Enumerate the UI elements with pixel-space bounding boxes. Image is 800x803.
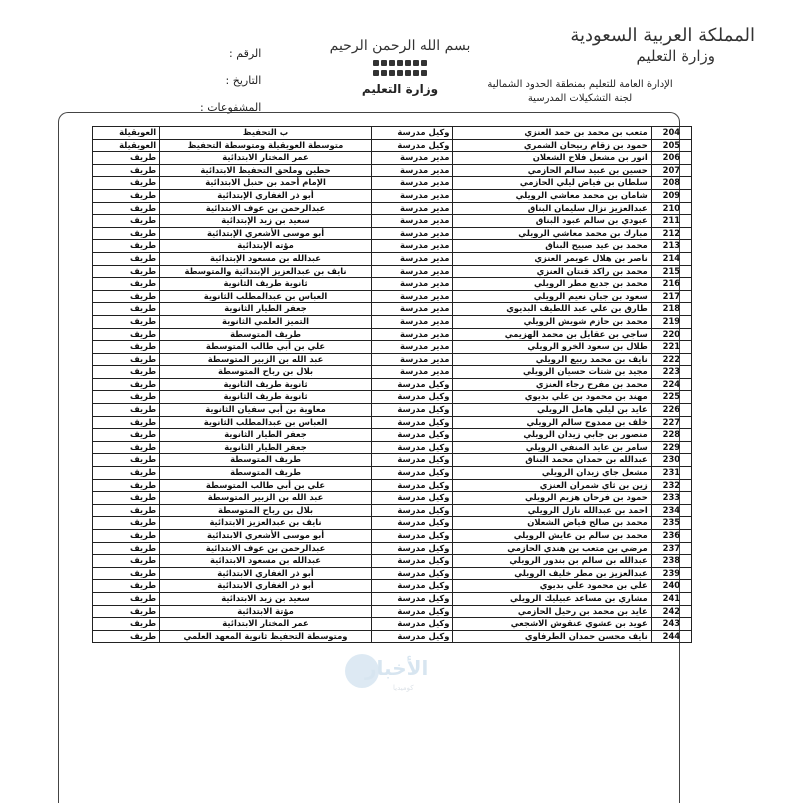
row-number: 215 xyxy=(651,265,691,278)
row-role: وكيل مدرسة xyxy=(371,441,453,454)
row-role: وكيل مدرسة xyxy=(371,139,453,152)
row-school: عبدالله بن مسعود الإبتدائية xyxy=(160,252,372,265)
row-school: سعيد بن زيد الابتدائية xyxy=(160,592,372,605)
row-number: 239 xyxy=(651,567,691,580)
row-role: مدير مدرسة xyxy=(371,290,453,303)
row-school: طريف المتوسطة xyxy=(160,454,372,467)
row-role: وكيل مدرسة xyxy=(371,378,453,391)
row-city: طريف xyxy=(93,366,160,379)
row-number: 229 xyxy=(651,441,691,454)
row-number: 213 xyxy=(651,240,691,253)
row-school: جعفر الطيار الثانوية xyxy=(160,429,372,442)
row-school: ومتوسطة التحفيظ ثانوية المعهد العلمي xyxy=(160,630,372,643)
row-name: انور بن مشعل فلاح الشعلان xyxy=(453,152,651,165)
watermark-logo xyxy=(345,650,435,700)
row-school: بلال بن رباح المتوسطة xyxy=(160,504,372,517)
row-role: وكيل مدرسة xyxy=(371,605,453,618)
row-role: وكيل مدرسة xyxy=(371,454,453,467)
row-city: طريف xyxy=(93,630,160,643)
row-name: محمد بن مفرح رجاء العنزي xyxy=(453,378,651,391)
row-school: متوسطة العويقيلة ومتوسطة التحفيظ xyxy=(160,139,372,152)
row-name: نايف محسن حمدان الطرفاوي xyxy=(453,630,651,643)
table-row xyxy=(93,567,692,580)
staff-table xyxy=(92,126,692,643)
row-school: ثانوية طريف الثانوية xyxy=(160,378,372,391)
row-number: 216 xyxy=(651,278,691,291)
row-city: طريف xyxy=(93,177,160,190)
row-city: طريف xyxy=(93,278,160,291)
row-school: عبد الله بن الزبير المتوسطة xyxy=(160,492,372,505)
row-name: محمد بن سالم بن عايش الرويلي xyxy=(453,530,651,543)
row-name: خلف بن ممدوح سالم الرويلي xyxy=(453,416,651,429)
row-number: 206 xyxy=(651,152,691,165)
row-number: 243 xyxy=(651,618,691,631)
row-city: طريف xyxy=(93,479,160,492)
row-school: جعفر الطيار الثانوية xyxy=(160,441,372,454)
row-role: مدير مدرسة xyxy=(371,278,453,291)
row-number: 237 xyxy=(651,542,691,555)
row-city: طريف xyxy=(93,492,160,505)
row-role: وكيل مدرسة xyxy=(371,592,453,605)
row-role: مدير مدرسة xyxy=(371,265,453,278)
row-name: زين بن ثاي شمران العنزي xyxy=(453,479,651,492)
row-number: 228 xyxy=(651,429,691,442)
row-city: طريف xyxy=(93,454,160,467)
row-role: مدير مدرسة xyxy=(371,227,453,240)
row-number: 222 xyxy=(651,353,691,366)
row-number: 231 xyxy=(651,467,691,480)
row-school: علي بن أبي طالب المتوسطة xyxy=(160,479,372,492)
row-city: طريف xyxy=(93,605,160,618)
table-row xyxy=(93,353,692,366)
row-number: 227 xyxy=(651,416,691,429)
ref-label: الرقم : xyxy=(229,47,262,60)
row-number: 214 xyxy=(651,252,691,265)
row-school: عبدالرحمن بن عوف الابتدائية xyxy=(160,202,372,215)
row-city: طريف xyxy=(93,240,160,253)
row-school: نايف بن عبدالعزيز الإبتدائية والمتوسطة xyxy=(160,265,372,278)
row-number: 236 xyxy=(651,530,691,543)
row-name: عبودي بن سالم عبود البناق xyxy=(453,215,651,228)
table-row xyxy=(93,202,692,215)
row-name: محمد بن راكد قنتان العنزي xyxy=(453,265,651,278)
row-name: عبدالعزيز بن مطر خليف الرويلي xyxy=(453,567,651,580)
row-school: طريف المتوسطة xyxy=(160,467,372,480)
row-school: العباس بن عبدالمطلب الثانوية xyxy=(160,290,372,303)
row-name: عايد بن ليلي هامل الرويلي xyxy=(453,404,651,417)
ministry-logo-icon xyxy=(370,60,430,78)
letterhead-right xyxy=(455,25,755,65)
row-number: 241 xyxy=(651,592,691,605)
row-city: طريف xyxy=(93,378,160,391)
row-city: طريف xyxy=(93,202,160,215)
row-city: طريف xyxy=(93,429,160,442)
row-role: وكيل مدرسة xyxy=(371,542,453,555)
row-school: مؤته الإبتدائية xyxy=(160,240,372,253)
department-line-2: لجنة التشكيلات المدرسية xyxy=(527,93,633,104)
row-number: 204 xyxy=(651,127,691,140)
row-role: مدير مدرسة xyxy=(371,164,453,177)
row-name: حمود بن زقام ربيحان الشمري xyxy=(453,139,651,152)
table-row xyxy=(93,391,692,404)
kingdom-title: المملكة العربية السعودية xyxy=(570,25,755,46)
row-number: 224 xyxy=(651,378,691,391)
row-role: وكيل مدرسة xyxy=(371,504,453,517)
row-name: عويد بن عشوي عنقوش الاشجعي xyxy=(453,618,651,631)
staff-table-body xyxy=(93,127,692,643)
row-number: 240 xyxy=(651,580,691,593)
row-role: وكيل مدرسة xyxy=(371,580,453,593)
row-name: منصور بن جابي زيدان الرويلي xyxy=(453,429,651,442)
row-name: متعب بن محمد بن حمد العنزي xyxy=(453,127,651,140)
row-number: 225 xyxy=(651,391,691,404)
row-role: وكيل مدرسة xyxy=(371,492,453,505)
row-school: عمر المختار الابتدائية xyxy=(160,618,372,631)
row-name: مشاري بن مساعد عبيليك الرويلي xyxy=(453,592,651,605)
row-school: الإمام أحمد بن حنبل الابتدائية xyxy=(160,177,372,190)
row-city: طريف xyxy=(93,328,160,341)
row-number: 207 xyxy=(651,164,691,177)
letterhead-center xyxy=(320,38,480,96)
row-school: أبو ذر الغفاري الابتدائية xyxy=(160,567,372,580)
department-block xyxy=(470,78,690,106)
table-row xyxy=(93,139,692,152)
row-role: مدير مدرسة xyxy=(371,215,453,228)
row-number: 242 xyxy=(651,605,691,618)
table-row xyxy=(93,227,692,240)
row-school: جعفر الطيار الثانوية xyxy=(160,303,372,316)
row-name: حسين بن عبيد سالم الحازمي xyxy=(453,164,651,177)
row-city: طريف xyxy=(93,530,160,543)
row-number: 218 xyxy=(651,303,691,316)
row-city: طريف xyxy=(93,303,160,316)
row-name: مشعل جاي زيدان الرويلي xyxy=(453,467,651,480)
row-name: عايد بن محمد بن رحيل الحازمي xyxy=(453,605,651,618)
row-city: طريف xyxy=(93,391,160,404)
row-school: ثانوية طريف الثانوية xyxy=(160,278,372,291)
table-row xyxy=(93,278,692,291)
row-role: وكيل مدرسة xyxy=(371,467,453,480)
row-number: 223 xyxy=(651,366,691,379)
table-row xyxy=(93,252,692,265)
table-row xyxy=(93,555,692,568)
table-row xyxy=(93,315,692,328)
row-name: احمد بن عبدالله نازل الرويلي xyxy=(453,504,651,517)
row-name: شامان بن محمد معاشي الرويلي xyxy=(453,189,651,202)
row-city: طريف xyxy=(93,441,160,454)
row-city: طريف xyxy=(93,341,160,354)
attachments-label: المشفوعات : xyxy=(200,101,262,114)
row-number: 221 xyxy=(651,341,691,354)
table-row xyxy=(93,441,692,454)
row-school: سعيد بن زيد الإبتدائية xyxy=(160,215,372,228)
row-city: طريف xyxy=(93,542,160,555)
row-name: سعود بن جبان نعيم الرويلي xyxy=(453,290,651,303)
table-row xyxy=(93,366,692,379)
table-row xyxy=(93,530,692,543)
row-number: 211 xyxy=(651,215,691,228)
row-role: مدير مدرسة xyxy=(371,353,453,366)
row-role: مدير مدرسة xyxy=(371,341,453,354)
row-school: عبدالله بن مسعود الابتدائية xyxy=(160,555,372,568)
watermark-subtext: كوميديا xyxy=(393,684,414,692)
table-row xyxy=(93,416,692,429)
table-row xyxy=(93,605,692,618)
table-row xyxy=(93,429,692,442)
row-city: طريف xyxy=(93,517,160,530)
table-row xyxy=(93,517,692,530)
row-school: عبدالرحمن بن عوف الابتدائية xyxy=(160,542,372,555)
row-name: طارق بن علي عبد اللطيف البديوي xyxy=(453,303,651,316)
row-name: محمد بن صالح فياض الشعلان xyxy=(453,517,651,530)
row-name: مهند بن محمود بن علي بديوي xyxy=(453,391,651,404)
row-school: ثانوية طريف الثانوية xyxy=(160,391,372,404)
row-name: مرضي بن متعب بن هندي الحازمي xyxy=(453,542,651,555)
row-role: مدير مدرسة xyxy=(371,240,453,253)
table-row xyxy=(93,618,692,631)
row-city: طريف xyxy=(93,567,160,580)
row-name: محمد بن جديع مطر الرويلي xyxy=(453,278,651,291)
row-name: مبارك بن محمد معاشي الرويلي xyxy=(453,227,651,240)
row-city: طريف xyxy=(93,152,160,165)
row-name: سلطان بن فياض ليلي الحازمي xyxy=(453,177,651,190)
row-school: أبو موسى الأشعري الإبتدائية xyxy=(160,227,372,240)
row-number: 230 xyxy=(651,454,691,467)
letterhead-left xyxy=(200,40,261,121)
table-row xyxy=(93,215,692,228)
row-role: وكيل مدرسة xyxy=(371,416,453,429)
table-row xyxy=(93,290,692,303)
row-name: ساجي بن عقايل بن محمد الهزيمي xyxy=(453,328,651,341)
table-row xyxy=(93,303,692,316)
table-row xyxy=(93,127,692,140)
row-city: طريف xyxy=(93,580,160,593)
row-city: طريف xyxy=(93,290,160,303)
row-name: محمد بن عيد صبيح البناق xyxy=(453,240,651,253)
row-number: 238 xyxy=(651,555,691,568)
row-number: 217 xyxy=(651,290,691,303)
row-role: وكيل مدرسة xyxy=(371,567,453,580)
row-role: مدير مدرسة xyxy=(371,303,453,316)
table-row xyxy=(93,580,692,593)
row-city: طريف xyxy=(93,164,160,177)
row-role: وكيل مدرسة xyxy=(371,429,453,442)
table-row xyxy=(93,479,692,492)
table-row xyxy=(93,378,692,391)
row-city: طريف xyxy=(93,404,160,417)
row-city: طريف xyxy=(93,227,160,240)
row-number: 232 xyxy=(651,479,691,492)
row-role: وكيل مدرسة xyxy=(371,127,453,140)
row-city: طريف xyxy=(93,189,160,202)
row-school: مؤتة الابتدائية xyxy=(160,605,372,618)
row-name: عبدالعزيز نزال سليمان البناق xyxy=(453,202,651,215)
row-name: ناصر بن هلال عويمر العنزي xyxy=(453,252,651,265)
row-role: مدير مدرسة xyxy=(371,152,453,165)
row-city: طريف xyxy=(93,555,160,568)
row-role: مدير مدرسة xyxy=(371,189,453,202)
row-city: طريف xyxy=(93,315,160,328)
table-row xyxy=(93,265,692,278)
row-school: أبو ذر الغفاري الابتدائية xyxy=(160,580,372,593)
table-row xyxy=(93,152,692,165)
row-school: عبد الله بن الزبير المتوسطة xyxy=(160,353,372,366)
table-row xyxy=(93,492,692,505)
row-school: ب التحفيظ xyxy=(160,127,372,140)
row-name: نايف بن محمد ربيع الرويلي xyxy=(453,353,651,366)
row-school: علي بن أبي طالب المتوسطة xyxy=(160,341,372,354)
table-row xyxy=(93,630,692,643)
row-role: مدير مدرسة xyxy=(371,177,453,190)
row-role: وكيل مدرسة xyxy=(371,555,453,568)
watermark-text: الأخبار xyxy=(365,656,429,680)
row-role: مدير مدرسة xyxy=(371,252,453,265)
row-city: طريف xyxy=(93,504,160,517)
row-school: العباس بن عبدالمطلب الثانوية xyxy=(160,416,372,429)
row-city: طريف xyxy=(93,467,160,480)
table-row xyxy=(93,454,692,467)
row-number: 209 xyxy=(651,189,691,202)
row-role: مدير مدرسة xyxy=(371,315,453,328)
table-row xyxy=(93,177,692,190)
row-role: وكيل مدرسة xyxy=(371,404,453,417)
row-role: مدير مدرسة xyxy=(371,366,453,379)
row-role: وكيل مدرسة xyxy=(371,630,453,643)
row-name: طلال بن سعود الخرو الرويلي xyxy=(453,341,651,354)
row-city: طريف xyxy=(93,265,160,278)
row-school: نايف بن عبدالعزيز الابتدائية xyxy=(160,517,372,530)
row-name: مجيد بن شتات حسيان الرويلي xyxy=(453,366,651,379)
table-row xyxy=(93,240,692,253)
row-name: عبدالله بن سالم بن بندور الرويلي xyxy=(453,555,651,568)
table-row xyxy=(93,189,692,202)
row-city: طريف xyxy=(93,252,160,265)
row-role: وكيل مدرسة xyxy=(371,479,453,492)
row-number: 226 xyxy=(651,404,691,417)
department-line-1: الإدارة العامة للتعليم بمنطقة الحدود الشمالية xyxy=(487,79,673,90)
row-school: أبو ذر الغفاري الإبتدائية xyxy=(160,189,372,202)
row-city: العويقيلة xyxy=(93,139,160,152)
row-number: 244 xyxy=(651,630,691,643)
date-label: التاريخ : xyxy=(225,74,262,87)
row-school: معاوية بن أبي سفيان الثانوية xyxy=(160,404,372,417)
row-city: طريف xyxy=(93,353,160,366)
row-number: 233 xyxy=(651,492,691,505)
table-row xyxy=(93,467,692,480)
row-city: طريف xyxy=(93,618,160,631)
ministry-title: وزارة التعليم xyxy=(636,47,715,65)
row-role: وكيل مدرسة xyxy=(371,391,453,404)
row-name: علي بن محمود علي بديوي xyxy=(453,580,651,593)
row-name: عبدالله بن حمدان محمد البناق xyxy=(453,454,651,467)
basmala: بسم الله الرحمن الرحيم xyxy=(329,38,471,54)
row-name: سامر بن عايد المنفي الرويلي xyxy=(453,441,651,454)
row-city: طريف xyxy=(93,592,160,605)
row-name: محمد بن حازم شويش الرويلي xyxy=(453,315,651,328)
row-number: 220 xyxy=(651,328,691,341)
table-row xyxy=(93,164,692,177)
row-number: 219 xyxy=(651,315,691,328)
table-row xyxy=(93,341,692,354)
row-number: 208 xyxy=(651,177,691,190)
row-number: 234 xyxy=(651,504,691,517)
row-number: 212 xyxy=(651,227,691,240)
row-role: وكيل مدرسة xyxy=(371,517,453,530)
row-school: عمر المختار الابتدائية xyxy=(160,152,372,165)
row-number: 205 xyxy=(651,139,691,152)
row-name: حمود بن فرحان هزيم الرويلي xyxy=(453,492,651,505)
table-row xyxy=(93,542,692,555)
table-row xyxy=(93,328,692,341)
table-row xyxy=(93,404,692,417)
row-city: طريف xyxy=(93,215,160,228)
row-role: وكيل مدرسة xyxy=(371,530,453,543)
row-school: طريف المتوسطة xyxy=(160,328,372,341)
row-school: حطين وملحق التحفيظ الابتدائية xyxy=(160,164,372,177)
row-role: مدير مدرسة xyxy=(371,328,453,341)
ministry-name-center: وزارة التعليم xyxy=(361,82,439,96)
row-school: التميز العلمي الثانوية xyxy=(160,315,372,328)
row-number: 235 xyxy=(651,517,691,530)
row-city: العويقيلة xyxy=(93,127,160,140)
row-school: بلال بن رباح المتوسطة xyxy=(160,366,372,379)
table-row xyxy=(93,592,692,605)
row-city: طريف xyxy=(93,416,160,429)
table-row xyxy=(93,504,692,517)
row-role: وكيل مدرسة xyxy=(371,618,453,631)
row-school: أبو موسى الأشعري الابتدائية xyxy=(160,530,372,543)
row-number: 210 xyxy=(651,202,691,215)
row-role: مدير مدرسة xyxy=(371,202,453,215)
